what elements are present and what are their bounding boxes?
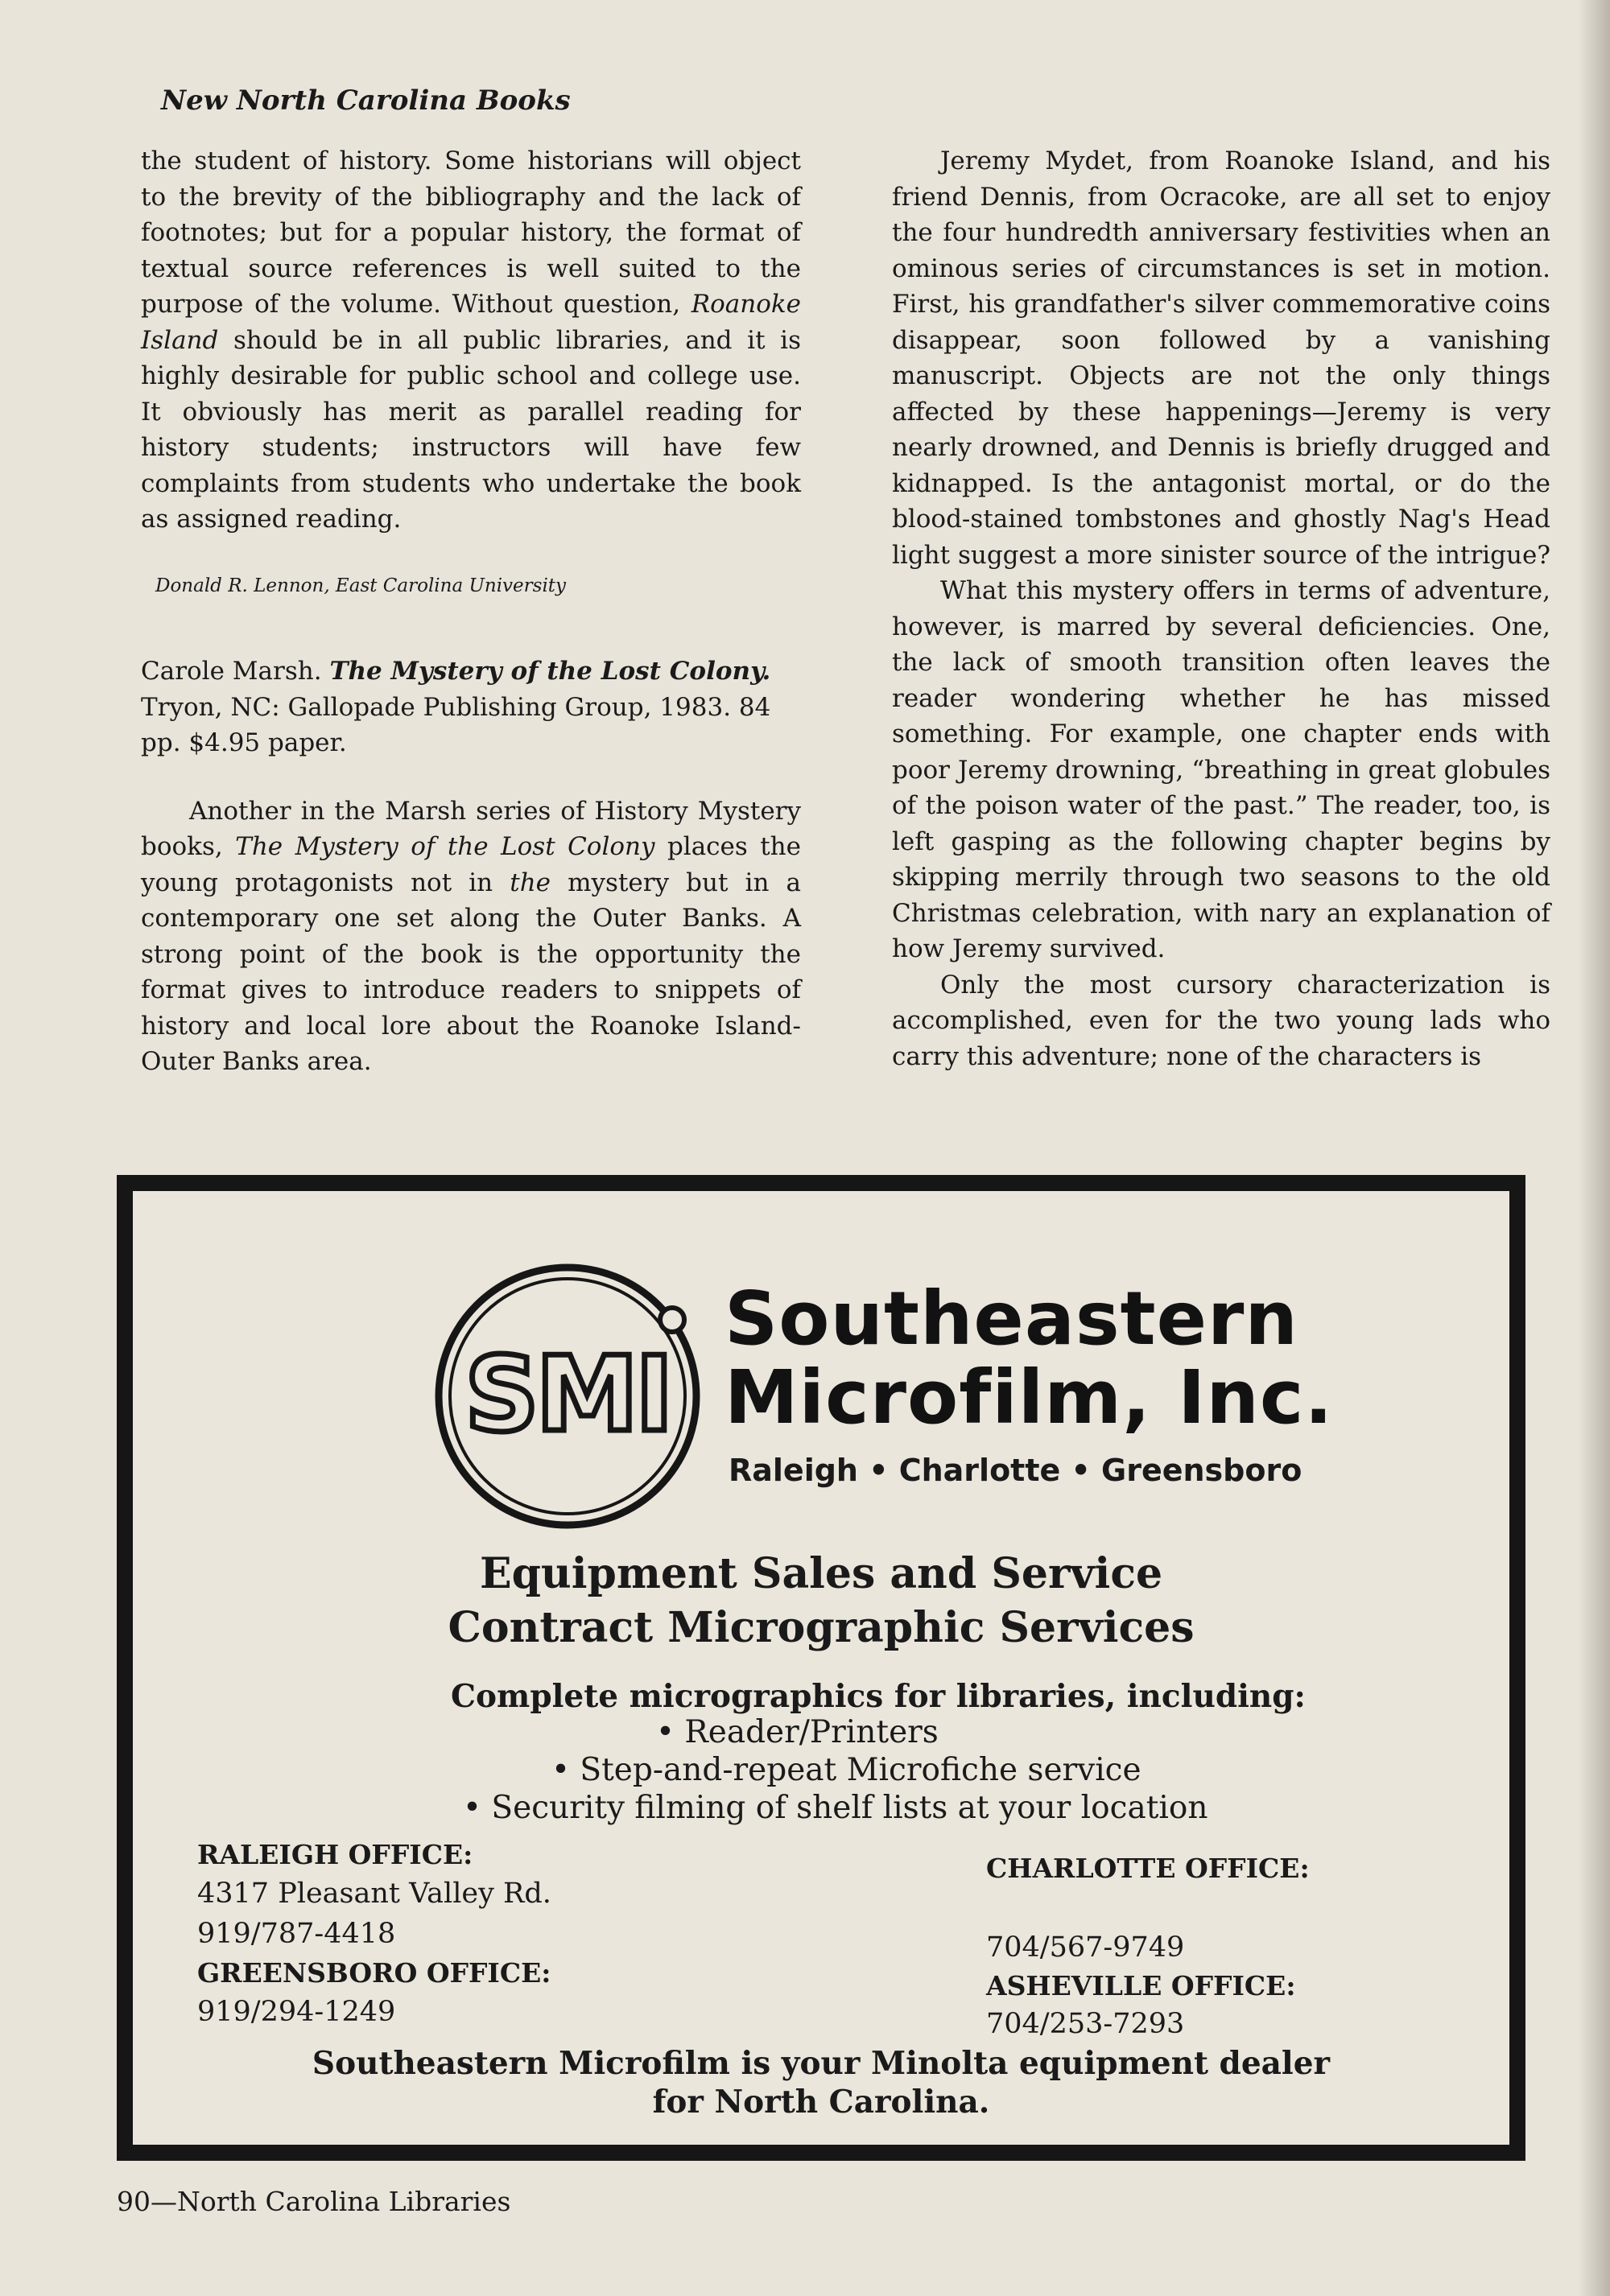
running-head: New North Carolina Books — [161, 85, 571, 117]
charlotte-office-label: CHARLOTTE OFFICE: — [986, 1853, 1310, 1884]
reviewer-signature: Donald R. Lennon, East Carolina University — [155, 575, 567, 596]
service-bullet: • Step-and-repeat Microfiche service — [551, 1752, 1141, 1788]
raleigh-office-label: RALEIGH OFFICE: — [197, 1839, 473, 1870]
smi-logo-icon — [431, 1259, 704, 1533]
page-folio: 90—North Carolina Libraries — [117, 2186, 511, 2217]
right-column — [892, 143, 1550, 1074]
page-edge-shadow — [1578, 0, 1610, 2296]
review-paragraph: Only the most cursory characterization is accomplished, even for the two young lads who carry this adventure; none of the characters is — [892, 970, 1550, 1071]
logo-lettering: SMI — [464, 1335, 671, 1455]
raleigh-address: 4317 Pleasant Valley Rd. — [197, 1878, 551, 1910]
review-paragraph: Another in the Marsh series of History Mystery books, The Mystery of the Lost Colony places the young protagonists not in the mystery but in a contemporary one set along the Outer Banks. A strong point of the book is the opportunity the format gives to introduce readers to snippets of history and local lore about the Roanoke Island-Outer Banks area. — [141, 796, 802, 1076]
company-locations: Raleigh • Charlotte • Greensboro — [729, 1453, 1302, 1488]
service-bullet: • Security filming of shelf lists at your location — [463, 1790, 1208, 1826]
charlotte-phone: 704/567-9749 — [986, 1931, 1185, 1964]
ad-heading-sales: Equipment Sales and Service — [479, 1549, 1163, 1598]
review-paragraph: Jeremy Mydet, from Roanoke Island, and his friend Dennis, from Ocracoke, are all set to enjoy the four hundredth anniversary festivities when an ominous series of circumstances is set in motion. First, his grandfather's silver commemorative coins disappear, soon followed by a vanishing manuscript. Objects are not the only things affected by these happenings—Jeremy is very nearly drowned, and Dennis is briefly drugged and kidnapped. Is the antagonist mortal, or do the blood-stained tombstones and ghostly Nag's Head light suggest a more sinister source of the intrigue? — [892, 146, 1550, 570]
review-paragraph: the student of history. Some historians will object to the brevity of the bibliography and the lack of footnotes; but for a popular history, the format of textual source references is well suited to the purpose of the volume. Without question, Roanoke Island should be in all public libraries, and it is highly desirable for public school and college use. It obviously has merit as parallel reading for history students; instructors will have few complaints from students who undertake the book as assigned reading. — [141, 146, 801, 534]
service-bullet: • Reader/Printers — [656, 1714, 939, 1750]
ad-intro: Complete micrographics for libraries, including: — [451, 1678, 1306, 1715]
review-paragraph: What this mystery offers in terms of adventure, however, is marred by several deficiencies. One, the lack of smooth transition often leaves the reader wondering whether he has missed something. For example, one chapter ends with poor Jeremy drowning, “breathing in great globules of the poison water of the past.” The reader, too, is left gasping as the following chapter begins by skipping merrily through two seasons to the old Christmas celebration, with nary an explanation of how Jeremy survived. — [892, 576, 1550, 963]
asheville-phone: 704/253-7293 — [986, 2008, 1185, 2040]
ad-footer: Southeastern Microfilm is your Minolta equipment dealer for North Carolina. — [312, 2045, 1331, 2121]
company-name: Southeastern Microfilm, Inc. — [724, 1276, 1334, 1441]
advertisement-box — [117, 1175, 1525, 2161]
greensboro-office-label: GREENSBORO OFFICE: — [197, 1957, 551, 1989]
greensboro-phone: 919/294-1249 — [197, 1996, 396, 2028]
asheville-office-label: ASHEVILLE OFFICE: — [986, 1970, 1296, 2001]
ad-heading-services: Contract Micrographic Services — [448, 1603, 1195, 1652]
book-citation: Carole Marsh. The Mystery of the Lost Colony. Tryon, NC: Gallopade Publishing Group, 1983. 84 pp. $4.95 paper. — [141, 657, 771, 757]
left-column — [141, 143, 801, 1080]
raleigh-phone: 919/787-4418 — [197, 1918, 396, 1950]
